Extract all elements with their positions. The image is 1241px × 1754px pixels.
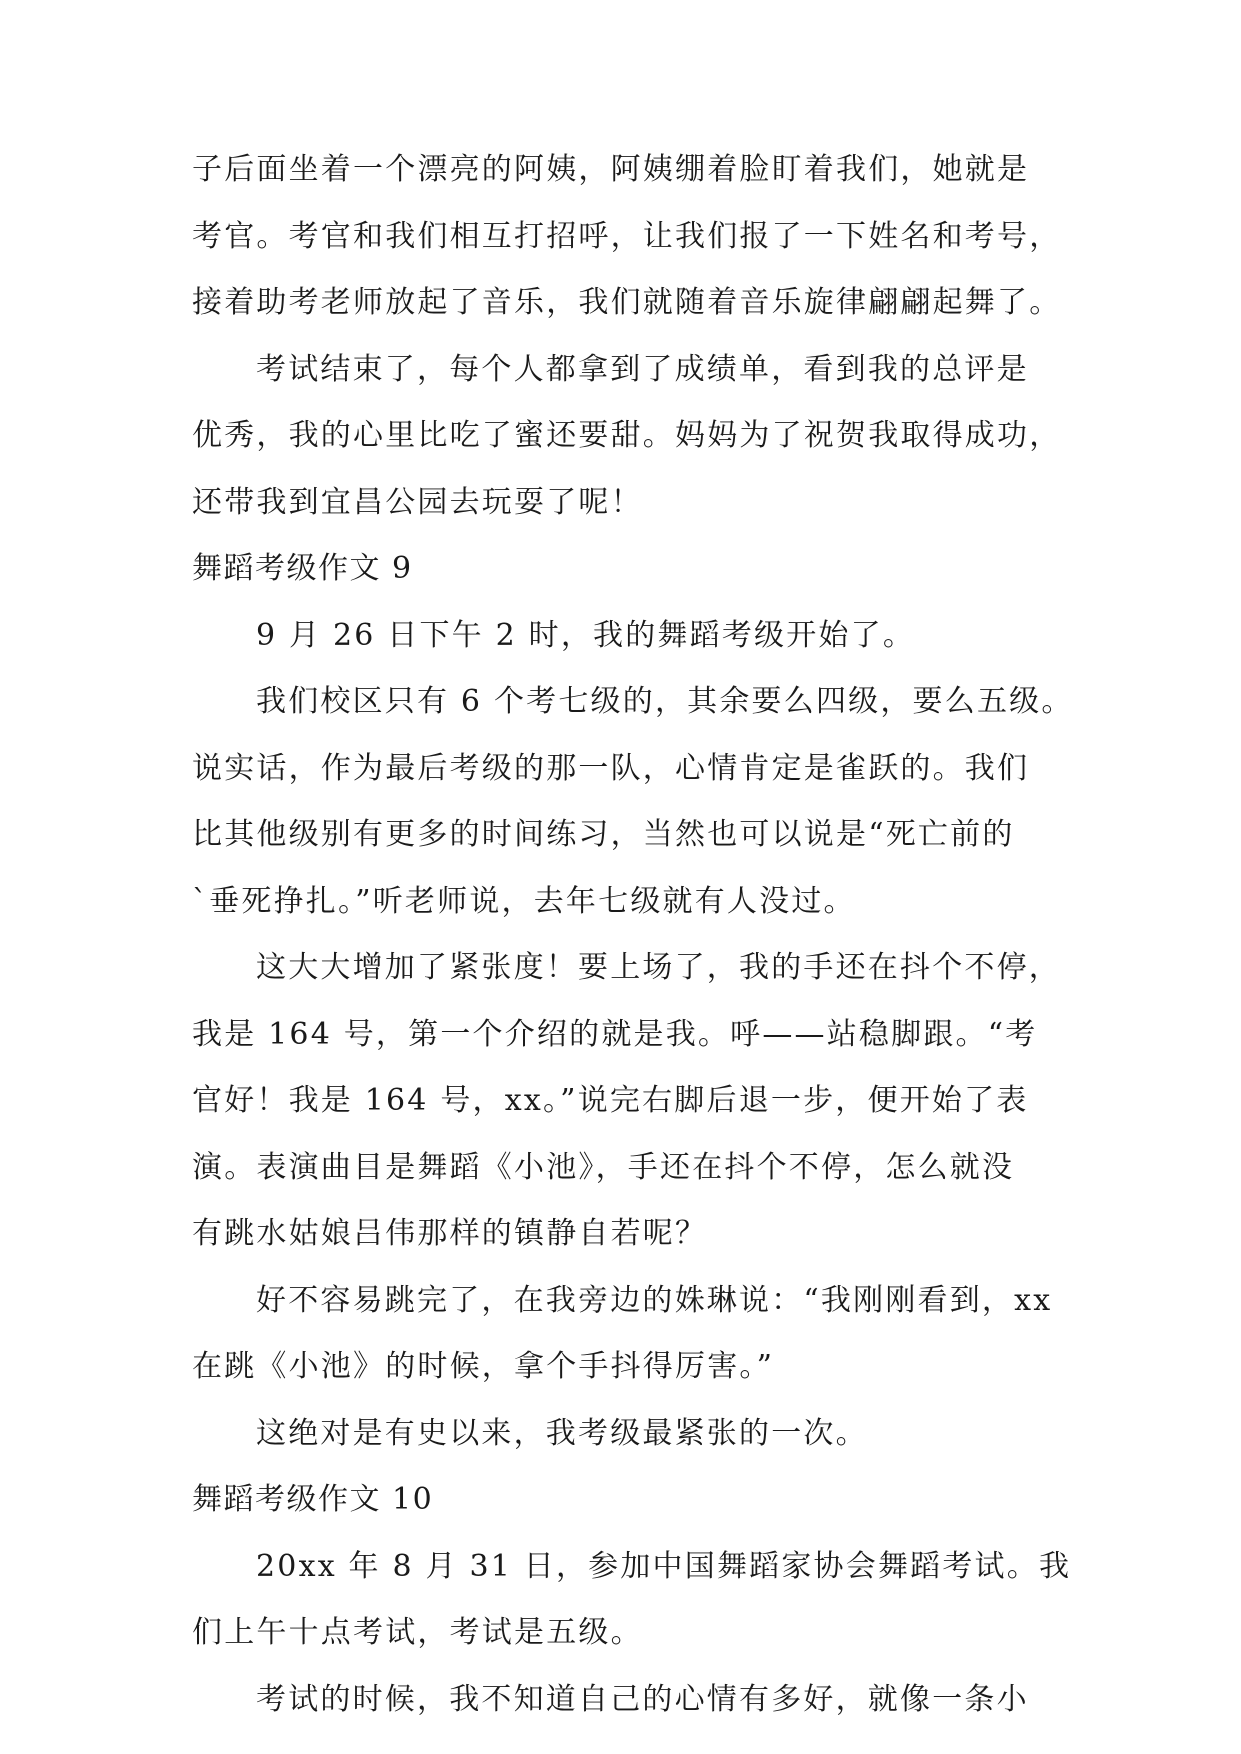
paragraph-line: 接着助考老师放起了音乐，我们就随着音乐旋律翩翩起舞了。 (192, 285, 1062, 320)
paragraph-line: 考试结束了，每个人都拿到了成绩单，看到我的总评是 (256, 352, 1029, 387)
paragraph-line: 考官。考官和我们相互打招呼，让我们报了一下姓名和考号， (192, 219, 1062, 254)
paragraph-line: 还带我到宜昌公园去玩耍了呢！ (192, 485, 643, 520)
paragraph-line: 20xx 年 8 月 31 日，参加中国舞蹈家协会舞蹈考试。我 (256, 1549, 1072, 1584)
paragraph-line: 有跳水姑娘吕伟那样的镇静自若呢？ (192, 1216, 708, 1251)
paragraph-line: 这大大增加了紧张度！要上场了，我的手还在抖个不停， (256, 950, 1061, 985)
paragraph-line: 9 月 26 日下午 2 时，我的舞蹈考级开始了。 (256, 618, 916, 653)
paragraph-line: 子后面坐着一个漂亮的阿姨，阿姨绷着脸盯着我们，她就是 (192, 152, 1030, 187)
paragraph-line: 我们校区只有 6 个考七级的，其余要么四级，要么五级。 (256, 684, 1074, 719)
paragraph-line: 在跳《小池》的时候，拿个手抖得厉害。” (192, 1349, 775, 1384)
paragraph-line: 优秀，我的心里比吃了蜜还要甜。妈妈为了祝贺我取得成功， (192, 418, 1062, 453)
paragraph-line: `垂死挣扎。”听老师说，去年七级就有人没过。 (192, 884, 856, 919)
section-heading: 舞蹈考级作文 10 (192, 1482, 434, 1517)
paragraph-line: 官好！我是 164 号，xx。”说完右脚后退一步，便开始了表 (192, 1083, 1029, 1118)
paragraph-line: 我是 164 号，第一个介绍的就是我。呼——站稳脚跟。“考 (192, 1017, 1038, 1052)
paragraph-line: 们上午十点考试，考试是五级。 (192, 1615, 643, 1650)
paragraph-line: 演。表演曲目是舞蹈《小池》，手还在抖个不停，怎么就没 (192, 1150, 1015, 1185)
paragraph-line: 这绝对是有史以来，我考级最紧张的一次。 (256, 1416, 868, 1451)
section-heading: 舞蹈考级作文 9 (192, 551, 413, 586)
paragraph-line: 比其他级别有更多的时间练习，当然也可以说是“死亡前的 (192, 817, 1015, 852)
paragraph-line: 考试的时候，我不知道自己的心情有多好，就像一条小 (256, 1682, 1029, 1717)
paragraph-line: 说实话，作为最后考级的那一队，心情肯定是雀跃的。我们 (192, 751, 1030, 786)
paragraph-line: 好不容易跳完了，在我旁边的姝琳说：“我刚刚看到，xx (256, 1283, 1053, 1318)
